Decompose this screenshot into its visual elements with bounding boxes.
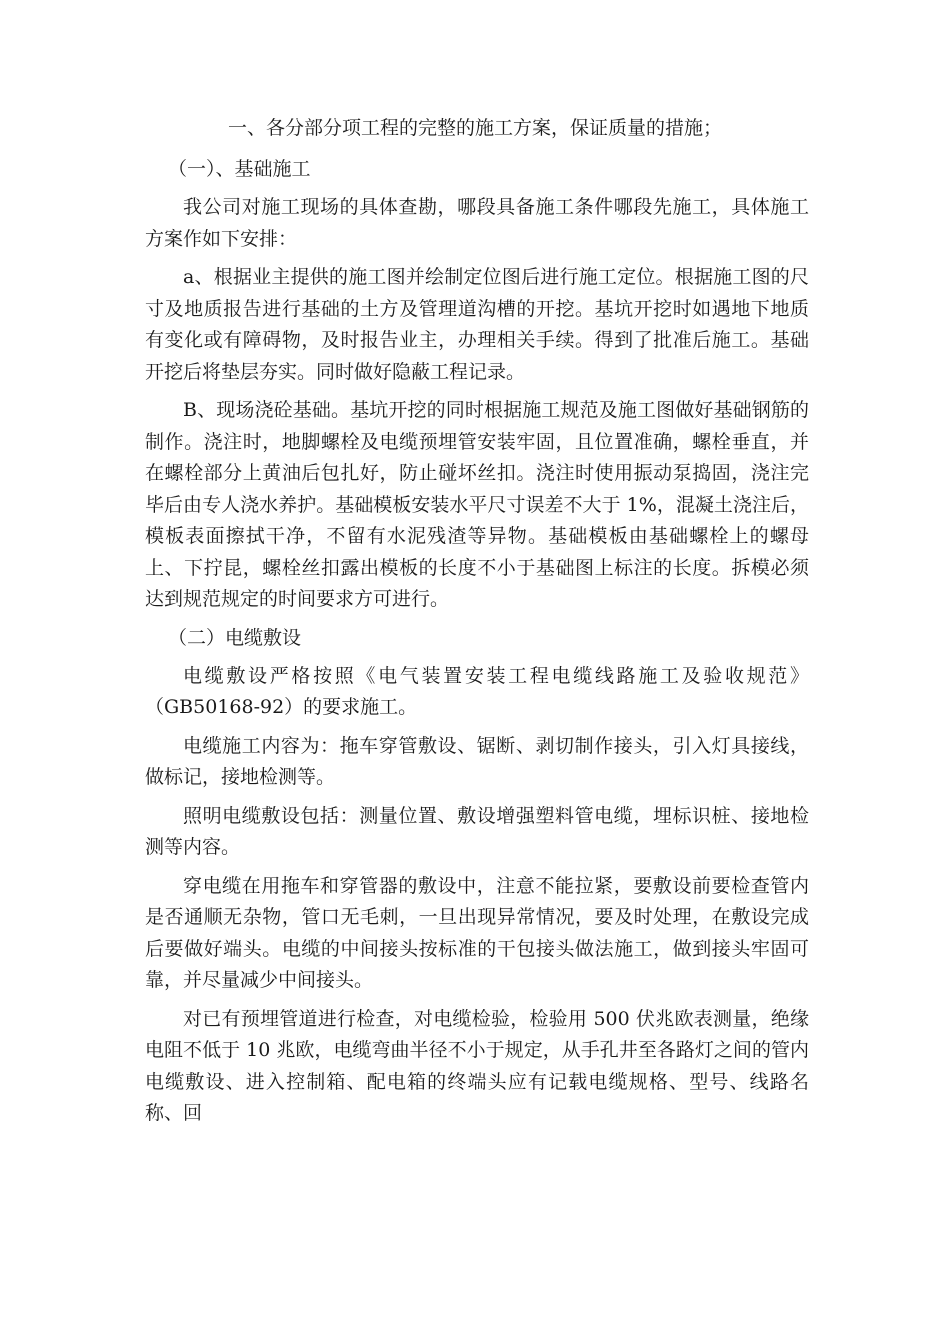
section-title-cable-laying: （二）电缆敷设 [168, 626, 302, 649]
paragraph: 我公司对施工现场的具体查勘，哪段具备施工条件哪段先施工，具体施工方案作如下安排： [145, 196, 809, 250]
document-heading: 一、各分部分项工程的完整的施工方案，保证质量的措施； [228, 117, 723, 139]
paragraph: B、现场浇砼基础。基坑开挖的同时根据施工规范及施工图做好基础钢筋的制作。浇注时，地脚螺栓及电缆预埋管安装牢固，且位置准确，螺栓垂直，并在螺栓部分上黄油后包扎好，防止碰坏丝扣。浇注时使用振动泵捣固，浇注完毕后由专人浇水养护。基础模板安装水平尺寸误差不大于 1%，混凝土浇注后，模板表面擦拭干净，不留有水泥残渣等异物。基础模板由基础螺栓上的螺母上、下拧昆，螺栓丝扣露出模板的长度不小于基础图上标注的长度。拆模必须达到规范规定的时间要求方可进行。 [145, 399, 809, 610]
document-body [145, 113, 809, 1137]
paragraph: 对已有预埋管道进行检查，对电缆检验，检验用 500 伏兆欧表测量，绝缘电阻不低于 10 兆欧，电缆弯曲半径不小于规定，从手孔井至各路灯之间的管内电缆敷设、进入控制箱、配电箱的终端头应有记载电缆规格、型号、线路名称、回 [145, 1007, 809, 1124]
paragraph: 穿电缆在用拖车和穿管器的敷设中，注意不能拉紧，要敷设前要检查管内是否通顺无杂物，管口无毛刺，一旦出现异常情况，要及时处理，在敷设完成后要做好端头。电缆的中间接头按标准的干包接头做法施工，做到接头牢固可靠，并尽量减少中间接头。 [145, 874, 809, 991]
section-title-foundation: （一）、基础施工 [168, 158, 311, 180]
paragraph: 电缆施工内容为：拖车穿管敷设、锯断、剥切制作接头，引入灯具接线，做标记，接地检测等。 [145, 734, 809, 788]
paragraph: a、根据业主提供的施工图并绘制定位图后进行施工定位。根据施工图的尺寸及地质报告进行基础的土方及管理道沟槽的开挖。基坑开挖时如遇地下地质有变化或有障碍物，及时报告业主，办理相关手续。得到了批准后施工。基础开挖后将垫层夯实。同时做好隐蔽工程记录。 [145, 266, 809, 383]
paragraph: 照明电缆敷设包括：测量位置、敷设增强塑料管电缆，埋标识桩、接地检测等内容。 [145, 804, 809, 858]
paragraph: 电缆敷设严格按照《电气装置安装工程电缆线路施工及验收规范》（GB50168-92）的要求施工。 [145, 664, 809, 718]
